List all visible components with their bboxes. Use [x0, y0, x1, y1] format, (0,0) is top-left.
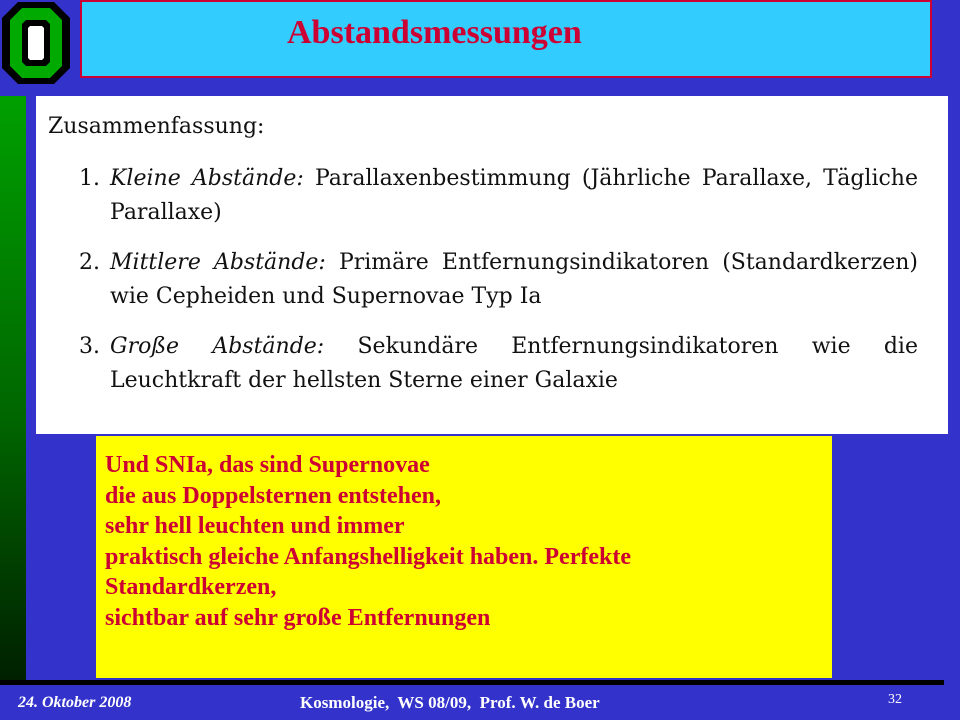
item-number: 1. — [79, 166, 100, 191]
note-line: praktisch gleiche Anfangshelligkeit haben. Perfekte — [105, 543, 631, 570]
footer-divider — [0, 680, 944, 685]
item-text: Primäre Entfernungsindikatoren (Standardkerzen) wie Cepheiden und Supernovae Typ Ia — [110, 250, 918, 309]
list-item — [48, 162, 918, 230]
item-text: Sekundäre Entfernungsindikatoren wie die Leuchtkraft der hellsten Sterne einer Galaxie — [110, 334, 918, 393]
left-gradient-bar — [0, 96, 26, 680]
item-body — [110, 246, 918, 314]
list-item — [48, 246, 918, 314]
note-line: Standardkerzen, — [105, 574, 277, 600]
item-term: Kleine Abstände: — [110, 166, 304, 191]
item-body — [110, 162, 918, 230]
item-text: Parallaxenbestimmung (Jährliche Parallaxe, Tägliche Parallaxe) — [110, 166, 918, 225]
item-body — [110, 330, 918, 398]
item-number: 3. — [79, 334, 100, 359]
summary-panel — [36, 96, 948, 434]
title-banner — [80, 0, 932, 78]
page-title: Abstandsmessungen — [287, 14, 582, 51]
summary-list — [48, 162, 918, 398]
list-item — [48, 330, 918, 398]
university-logo-icon — [0, 0, 72, 86]
page-number: 32 — [888, 692, 902, 707]
note-line: Und SNIa, das sind Supernovae — [105, 452, 430, 478]
note-line: die aus Doppelsternen entstehen, — [105, 482, 442, 509]
item-term: Mittlere Abstände: — [110, 250, 326, 275]
supernova-note-box — [96, 436, 832, 678]
footer-date: 24. Oktober 2008 — [18, 694, 132, 711]
item-term: Große Abstände: — [110, 334, 325, 359]
note-line: sichtbar auf sehr große Entfernungen — [105, 604, 491, 631]
item-number: 2. — [79, 250, 100, 275]
footer-course: Kosmologie, WS 08/09, Prof. W. de Boer — [300, 693, 600, 712]
note-line: sehr hell leuchten und immer — [105, 513, 405, 539]
summary-heading: Zusammenfassung: — [48, 114, 265, 139]
